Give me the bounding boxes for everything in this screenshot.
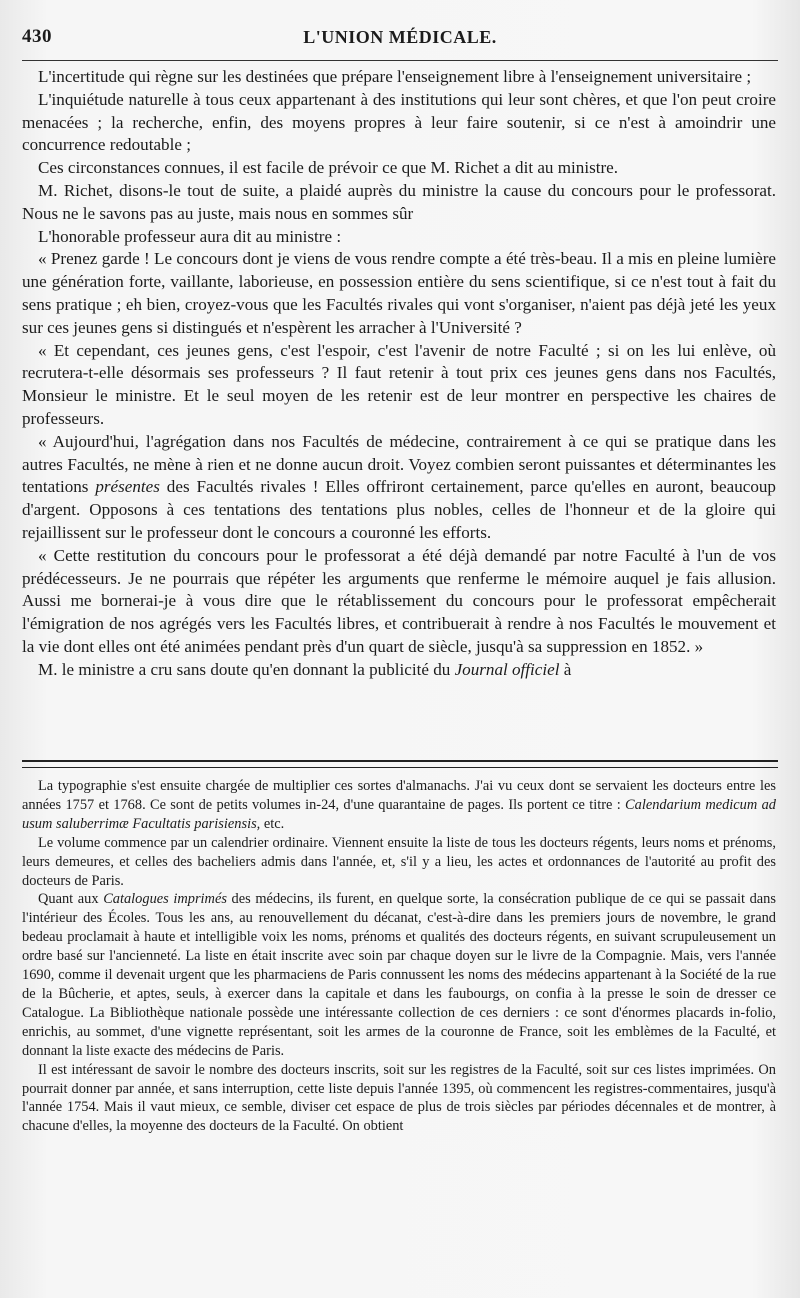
paragraph	[22, 431, 776, 545]
header-rule	[22, 60, 778, 61]
italic-text: présentes	[95, 477, 160, 497]
paragraph: L'incertitude qui règne sur les destinées que prépare l'enseignement libre à l'enseignement universitaire ;	[38, 67, 752, 86]
text-run: des médecins, ils furent, en quelque sorte, la consécration publique de ce qui se passait dans l'intérieur des Écoles. Tous les ans, au renouvellement du décanat, c'est-à-dire dans les premiers jours de novembre, le grand bedeau proclamait à haute et intelligible voix les noms, prénoms et qualités des docteurs régents, en suivant scrupuleusement un ordre basé sur l'ancienneté. La liste en était inscrite avec soin par chaque doyen sur le livre de la Compagnie. Mais, vers l'année 1690, comme il devenait urgent que les pharmaciens de Paris connussent les noms des médecins appartenant à la Société de la rue de la Bûcherie, et aptes, seuls, à exercer dans la capitale et dans les faubourgs, on confia à la presse le soin de dresser ce Catalogue. La Bibliothèque nationale possède une intéressante collection de ces derniers : ce sont d'énormes placards in-folio, enrichis, au sommet, d'une vignette représentant, soit les armes de la couronne de France, soit les emblèmes de la Faculté, et donnant la liste exacte des médecins de Paris.	[22, 891, 776, 1059]
paragraph: « Et cependant, ces jeunes gens, c'est l'espoir, c'est l'avenir de notre Faculté ; si on les lui enlève, où recrutera-t-elle désormais ses professeurs ? Il faut retenir à tout prix ces jeunes gens dans nos Facultés, Monsieur le ministre. Et le seul moyen de les retenir est de leur montrer en perspective les chaires de professeurs.	[22, 340, 776, 428]
feuilleton-section	[22, 777, 776, 1136]
text-run: etc.	[260, 815, 285, 832]
paragraph: L'honorable professeur aura dit au ministre :	[38, 226, 342, 246]
main-article	[22, 66, 776, 682]
paragraph: Il est intéressant de savoir le nombre des docteurs inscrits, soit sur les registres de la Faculté, soit sur ces listes imprimées. On pourrait donner par année, et sans interruption, cette liste depuis l'année 1395, où commencent les registres-commentaires, jusqu'à l'année 1754. Mais il vaut mieux, ce semble, diviser cet espace de plus de trois siècles par périodes décennales et de montrer, à chacune d'elles, la moyenne des docteurs de la Faculté. On obtient	[22, 1061, 776, 1135]
feuilleton-separator	[22, 760, 778, 768]
italic-text: Calendarium medicum ad usum saluberrimæ Facultatis parisiensis,	[22, 796, 776, 832]
text-run: La typographie s'est ensuite chargée de multiplier ces sortes d'almanachs. J'ai vu ceux dont se servaient les docteurs entre les années 1757 et 1768. Ce sont de petits volumes in-24, d'une quarantaine de pages. Ils portent ce titre :	[22, 778, 776, 813]
paragraph	[22, 659, 776, 682]
text-run: des Facultés rivales ! Elles offriront certainement, parce qu'elles en auront, beaucoup d'argent. Opposons à ces tentations des tentations plus nobles, celles de l'honneur et de la gloire qui rejaillissent sur le professeur dont le concours a couronné les efforts.	[22, 477, 776, 542]
italic-text: Catalogues imprimés	[103, 891, 227, 908]
paragraph	[22, 777, 776, 834]
paragraph	[22, 890, 776, 1060]
paragraph: « Prenez garde ! Le concours dont je viens de vous rendre compte a été très-beau. Il a mis en pleine lumière une génération forte, vaillante, laborieuse, en possession entière du sens scientifique, si ce n'est tout à fait du sens pratique ; eh bien, croyez-vous que les Facultés rivales qui vont s'organiser, n'aient pas déjà jeté les yeux sur ces jeunes gens si distingués et n'espèrent les arracher à l'Université ?	[22, 249, 776, 337]
text-run: « Aujourd'hui, l'agrégation dans nos Facultés de médecine, contrairement à ce qui se pratique dans les autres Facultés, ne mène à rien et ne donne aucun droit. Voyez combien seront puissantes et déterminantes les tentations	[22, 431, 776, 497]
paragraph: Le volume commence par un calendrier ordinaire. Viennent ensuite la liste de tous les docteurs régents, leurs noms et prénoms, leurs demeures, et celles des bacheliers admis dans l'année, et, s'il y a lieu, les actes et ordonnances de l'autorité au profit des docteurs de Paris.	[22, 834, 776, 889]
paragraph: L'inquiétude naturelle à tous ceux appartenant à des institutions qui leur sont chères, et que l'on peut croire menacées ; la recherche, enfin, des moyens propres à leur faire soutenir, si ce n'est à amoindrir une concurrence redoutable ;	[22, 89, 776, 155]
paragraph: M. Richet, disons-le tout de suite, a plaidé auprès du ministre la cause du concours pour le professorat. Nous ne le savons pas au juste, mais nous en sommes sûr	[22, 180, 776, 223]
paragraph: Ces circonstances connues, il est facile de prévoir ce que M. Richet a dit au ministre.	[38, 158, 619, 178]
text-run: M. le ministre a cru sans doute qu'en donnant la publicité du	[38, 659, 455, 679]
text-run: Quant aux	[38, 891, 104, 908]
page-number: 430	[22, 26, 52, 47]
text-run: à	[559, 659, 572, 679]
paragraph: « Cette restitution du concours pour le professorat a été déjà demandé par notre Faculté à l'un de vos prédécesseurs. Je ne pourrais que répéter les arguments que renferme le mémoire auquel je fais allusion. Aussi me bornerai-je à vous dire que le rétablissement du concours pour le professorat empêcherait l'émigration de nos agrégés vers les Facultés libres, et contribuerait à rendre à nos Facultés le mouvement et la vie dont elles ont été animées pendant près d'un quart de siècle, jusqu'à sa suppression en 1852. »	[22, 545, 776, 656]
journal-title: L'UNION MÉDICALE.	[303, 27, 497, 47]
italic-text: Journal officiel	[454, 659, 560, 679]
running-header	[22, 26, 778, 56]
